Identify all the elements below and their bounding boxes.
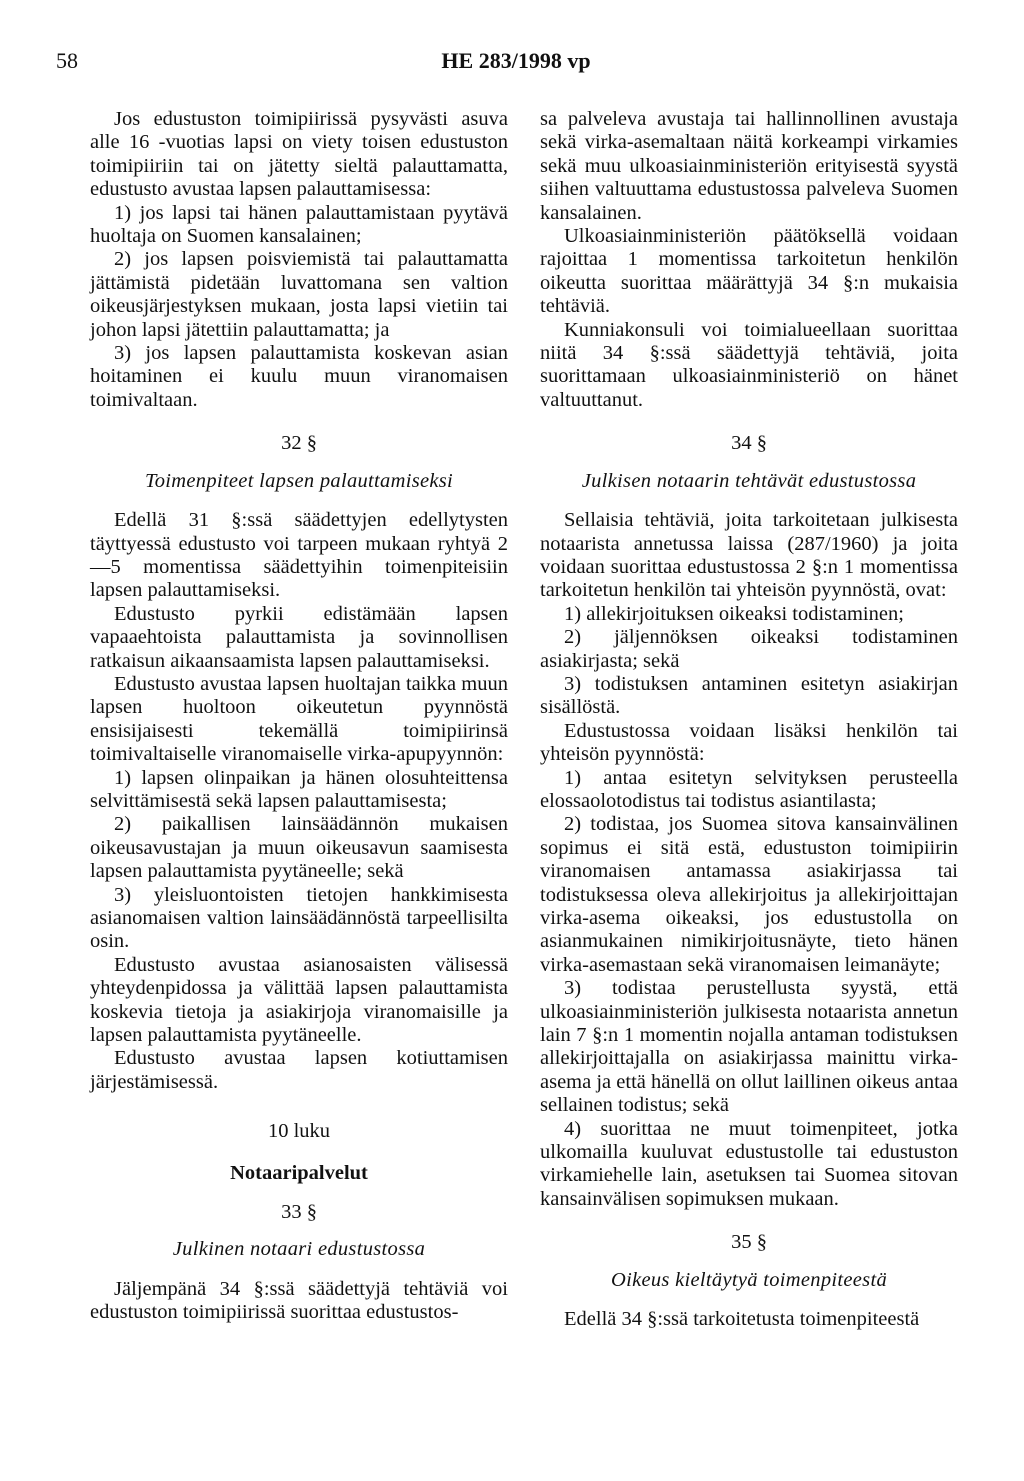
left-column	[90, 108, 508, 1325]
paragraph: Jäljempänä 34 §:ssä säädettyjä tehtäviä voi edustuston toimipiirissä suorittaa edustustos-	[90, 1277, 508, 1324]
paragraph: Edustusto pyrkii edistämään lapsen vapaaehtoista palauttamista ja sovinnollisen ratkaisun aikaansaamista lapsen palauttamiseksi.	[90, 602, 508, 672]
section-number: 33 §	[281, 1201, 317, 1224]
page-number: 58	[56, 48, 78, 73]
section-number: 35 §	[731, 1231, 767, 1254]
paragraph: Sellaisia tehtäviä, joita tarkoitetaan julkisesta notaarista annetussa laissa (287/1960) ja joita voidaan suorittaa edustustossa 2 §:n 1 momentissa tarkoitetun henkilön tai yhteisön pyynnöstä, ovat:	[540, 509, 958, 602]
list-item: 3) yleisluontoisten tietojen hankkimisesta asianomaisen valtion lainsäädännöstä tarpeellisilta osin.	[90, 883, 508, 953]
paragraph: sa palveleva avustaja tai hallinnollinen avustaja sekä virka-asemaltaan näitä korkeampi virkamies sekä muu ulkoasiainministeriön erityisestä syystä siihen valtuuttama edustustossa palveleva Suomen kansalainen.	[540, 108, 958, 224]
chapter-number: 10 luku	[267, 1120, 331, 1143]
paragraph: Edustusto avustaa lapsen kotiuttamisen järjestämisessä.	[90, 1047, 508, 1093]
right-column	[540, 108, 958, 1332]
list-item: 1) antaa esitetyn selvityksen perusteella elossaolotodistus tai todistus asiantilasta;	[540, 766, 958, 812]
list-item: 2) todistaa, jos Suomea sitova kansainvälinen sopimus ei sitä estä, edustuston toimipiirin viranomaisen antamassa asiakirjassa tai todistuksessa oleva allekirjoitus ja allekirjoittajan virka-asema oikeaksi, jos edustustolla on asianmukainen nimikirjoitusnäyte, tieto hänen virka-asemastaan sekä viranomaisen leimanäyte;	[540, 813, 958, 976]
section-number: 32 §	[281, 432, 317, 455]
paragraph: Edustustossa voidaan lisäksi henkilön tai yhteisön pyynnöstä:	[540, 719, 958, 766]
section-title: Toimenpiteet lapsen palauttamiseksi	[144, 469, 454, 492]
document-id: HE 283/1998 vp	[441, 48, 591, 73]
list-item: 2) paikallisen lainsäädännön mukaisen oikeusavustajan ja muun oikeusavun saamisesta lapsen palauttamista pyytäneelle; sekä	[90, 813, 508, 883]
section-number: 34 §	[731, 432, 767, 455]
list-item: 3) todistaa perustellusta syystä, että ulkoasiainministeriön julkisesta notaarista annetun lain 7 §:n 1 momentin nojalla antaman todistuksen allekirjoittajalla on asiakirjassa mainittu virka-asema ja että hänellä on ollut laillinen oikeus antaa sellainen todistus; sekä	[540, 977, 958, 1117]
list-item: 3) jos lapsen palauttamista koskevan asian hoitaminen ei kuulu muun viranomaisen toimivaltaan.	[90, 342, 508, 411]
paragraph: Jos edustuston toimipiirissä pysyvästi asuva alle 16 -vuotias lapsi on viety toisen edustuston toimipiiriin tai on jätetty sieltä palauttamatta, edustusto avustaa lapsen palauttamisessa:	[90, 108, 508, 201]
paragraph: Ulkoasiainministeriön päätöksellä voidaan rajoittaa 1 momentissa tarkoitetun henkilön oikeutta suorittaa määrättyjä 34 §:n mukaisia tehtäviä.	[540, 225, 958, 318]
paragraph: Edellä 31 §:ssä säädettyjen edellytysten täyttyessä edustusto voi tarpeen mukaan ryhtyä 2—5 momentissa säädettyihin toimenpiteisiin lapsen palauttamiseksi.	[90, 509, 508, 602]
list-item: 4) suorittaa ne muut toimenpiteet, jotka ulkomailla kuuluvat edustustolle tai edustuston virkamiehelle lain, asetuksen tai Suomea sitovan kansainvälisen sopimuksen mukaan.	[540, 1117, 958, 1210]
list-item: 3) todistuksen antaminen esitetyn asiakirjan sisällöstä.	[540, 672, 958, 719]
page-header	[56, 48, 976, 82]
section-title: Julkinen notaari edustustossa	[172, 1238, 426, 1261]
paragraph: Edustusto avustaa asianosaisten välisessä yhteydenpidossa ja välittää lapsen palauttamista koskevia tietoja ja asiakirjoja viranomaisille ja lapsen palauttamista pyytäneelle.	[90, 953, 508, 1047]
list-item: 2) jäljennöksen oikeaksi todistaminen asiakirjasta; sekä	[540, 626, 958, 672]
section-title: Julkisen notaarin tehtävät edustustossa	[581, 469, 917, 492]
paragraph: Kunniakonsuli voi toimialueellaan suorittaa niitä 34 §:ssä säädettyjä tehtäviä, joita suorittamaan ulkoasiainministeriö on hänet valtuuttanut.	[540, 318, 958, 411]
chapter-title: Notaaripalvelut	[230, 1161, 368, 1184]
list-item: 1) allekirjoituksen oikeaksi todistaminen;	[564, 602, 904, 625]
paragraph: Edustusto avustaa lapsen huoltajan taikka muun lapsen huoltoon oikeutetun pyynnöstä ensisijaisesti tekemällä toimipiirinsä toimivaltaiselle viranomaiselle virka-apupyynnön:	[90, 672, 508, 766]
paragraph: Edellä 34 §:ssä tarkoitetusta toimenpiteestä	[564, 1308, 920, 1331]
list-item: 1) jos lapsi tai hänen palauttamistaan pyytävä huoltaja on Suomen kansalainen;	[90, 201, 508, 248]
list-item: 1) lapsen olinpaikan ja hänen olosuhteittensa selvittämisestä sekä lapsen palauttamisesta;	[90, 766, 508, 812]
list-item: 2) jos lapsen poisviemistä tai palauttamatta jättämistä pidetään luvattomana sen valtion oikeusjärjestyksen mukaan, josta lapsi vietiin tai johon lapsi jätettiin palauttamatta; ja	[90, 248, 508, 341]
section-title: Oikeus kieltäytyä toimenpiteestä	[610, 1268, 887, 1291]
